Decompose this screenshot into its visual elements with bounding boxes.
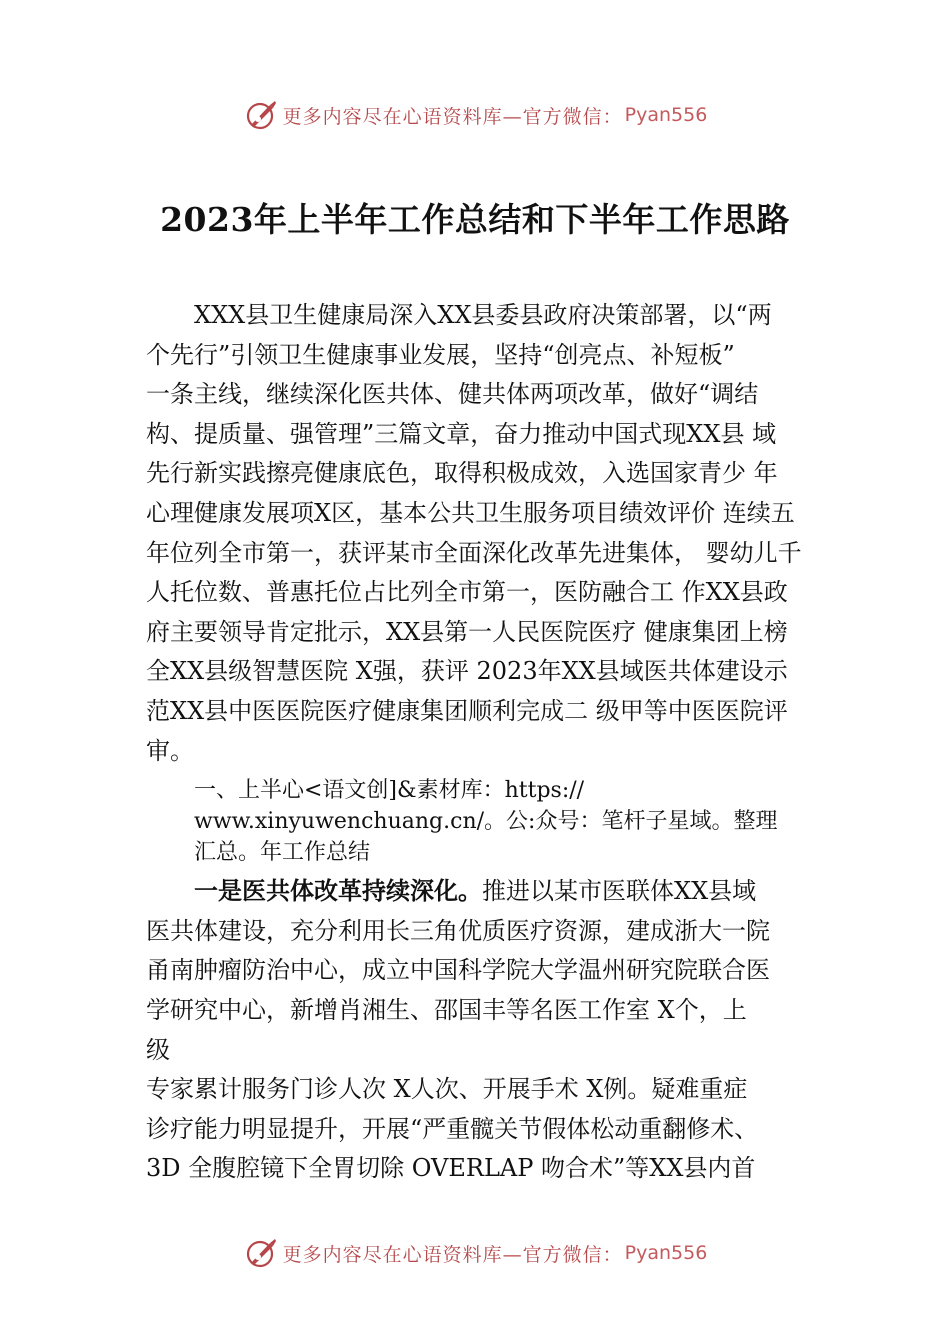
section-heading-line-2: www.xinyuwenchuang.cn/。公:众号：笔杆子星域。整理 <box>194 809 778 835</box>
para1-line-4: 构、提质量、强管理”三篇文章，奋力推动中国式现XX县 域 <box>146 419 777 448</box>
para1-line-8: 人托位数、普惠托位占比列全市第一，医防融合工 作XX县政 <box>146 578 788 607</box>
para1-line-11: 范XX县中医医院医疗健康集团顺利完成二 级甲等中医医院评 <box>146 696 788 725</box>
para1-line-10: 全XX县级智慧医院 X强，获评 2023年XX县域医共体建设示 <box>146 657 788 686</box>
para1-line-3: 一条主线，继续深化医共体、健共体两项改革，做好“调结 <box>146 380 759 409</box>
para2-line-6: 专家累计服务门诊人次 X人次、开展手术 X例。疑难重症 <box>146 1075 748 1104</box>
para1-line-1: XXX县卫生健康局深入XX县委县政府决策部署，以“两 <box>194 301 772 329</box>
para1-line-6: 心理健康发展项X区，基本公共卫生服务项目绩效评价 连续五 <box>146 498 795 527</box>
banner-text: 更多内容尽在心语资料库—官方微信： <box>282 1243 623 1266</box>
para2-line-4: 学研究中心，新增肖湘生、邵国丰等名医工作室 X个，上 <box>146 995 747 1024</box>
header-watermark-banner <box>0 95 950 135</box>
document-body <box>146 296 836 1189</box>
para1-line-5: 先行新实践擦亮健康底色，取得积极成效，入选国家青少 年 <box>146 459 778 488</box>
para2-line-5: 级 <box>146 1035 170 1064</box>
para1-line-7: 年位列全市第一，获评某市全面深化改革先进集体， 婴幼儿千 <box>146 538 802 567</box>
banner-wechat-id: Pyan556 <box>624 1242 708 1264</box>
para2-line-3: 甬南肿瘤防治中心，成立中国科学院大学温州研究院联合医 <box>146 956 770 985</box>
footer-watermark-banner <box>0 1233 950 1273</box>
para2-line-8: 3D 全腹腔镜下全胃切除 OVERLAP 吻合术”等XX县内首 <box>146 1154 756 1183</box>
para2-first-rest: 推进以某市医联体XX县域 <box>482 877 757 906</box>
para2-lead: 一是医共体改革持续深化。 <box>194 877 482 906</box>
para1-line-12: 审。 <box>146 736 194 765</box>
pen-logo-icon <box>243 97 279 133</box>
para2-line-1 <box>146 872 836 912</box>
banner-text: 更多内容尽在心语资料库—官方微信： <box>282 105 623 128</box>
section-heading-line-1: 一、上半心<语文创]&素材库：https:// <box>194 778 585 804</box>
para2-line-7: 诊疗能力明显提升，开展“严重髋关节假体松动重翻修术、 <box>146 1114 759 1143</box>
para2-line-2: 医共体建设，充分利用长三角优质医疗资源，建成浙大一院 <box>146 916 770 945</box>
pen-logo-icon <box>243 1235 279 1271</box>
para1-line-2: 个先行”引领卫生健康事业发展，坚持“创亮点、补短板” <box>146 340 735 369</box>
section-heading-line-3: 汇总。年工作总结 <box>194 840 371 866</box>
para1-line-9: 府主要领导肯定批示，XX县第一人民医院医疗 健康集团上榜 <box>146 617 788 646</box>
document-title: 2023年上半年工作总结和下半年工作思路 <box>160 200 790 239</box>
banner-wechat-id: Pyan556 <box>624 104 708 126</box>
